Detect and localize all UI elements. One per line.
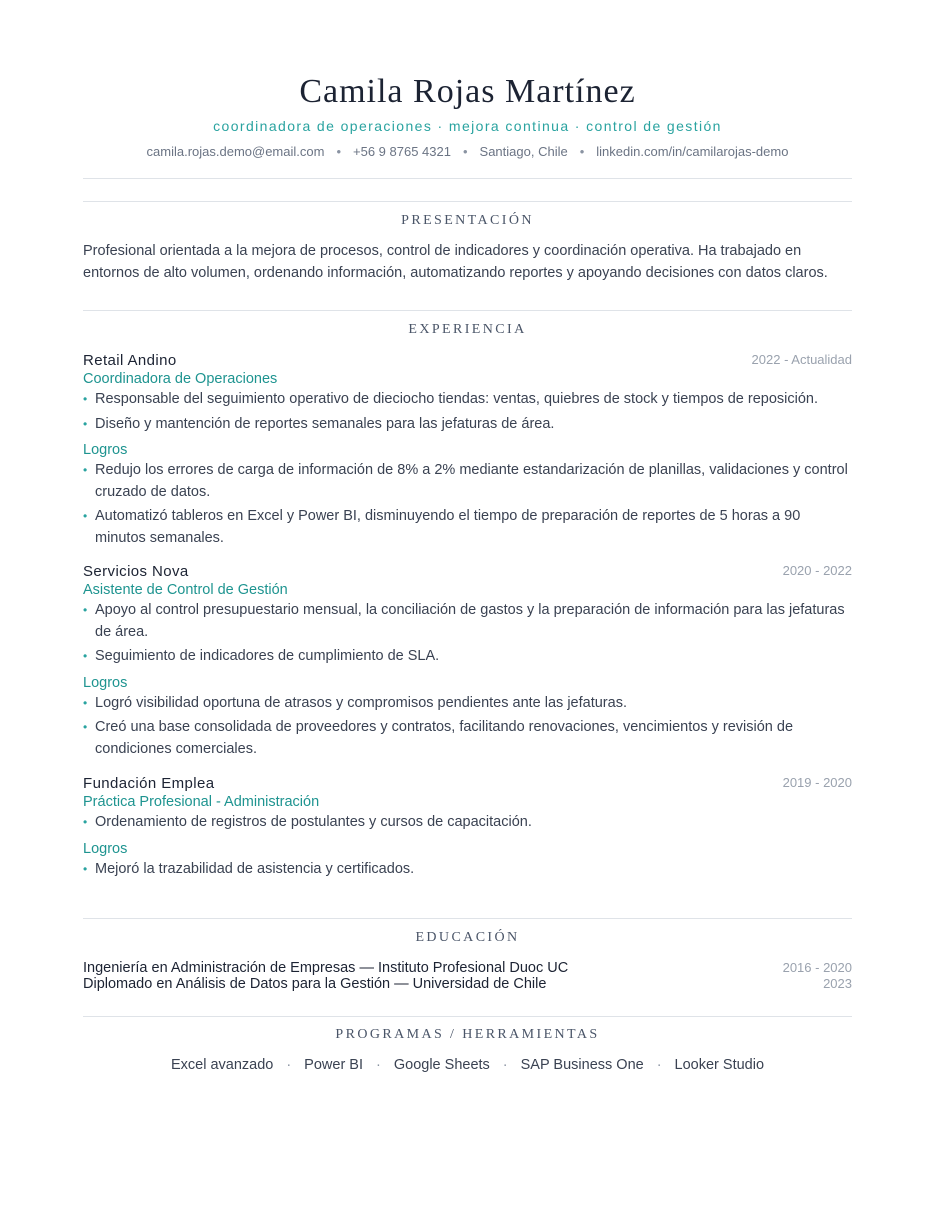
list-item: [83, 717, 852, 760]
location: Santiago, Chile: [479, 144, 568, 159]
tool-separator: ·: [286, 1057, 292, 1073]
tool-item: SAP Business One: [520, 1057, 644, 1073]
achievements-label: Logros: [83, 674, 128, 691]
candidate-name: Camila Rojas Martínez: [299, 73, 636, 110]
section-title-educacion: EDUCACIÓN: [415, 930, 520, 945]
achievements-label: Logros: [83, 840, 128, 857]
bullet-text: Redujo los errores de carga de información de 8% a 2% mediante estandarización de planillas, validaciones y control cruzado de datos.: [95, 462, 848, 500]
education-dates: 2016 - 2020: [782, 960, 852, 975]
responsibilities-list: [83, 600, 852, 668]
list-item: [83, 859, 852, 881]
bullet-icon: •: [83, 392, 88, 406]
education-item: [83, 976, 852, 992]
list-item: [83, 389, 852, 411]
contact-separator: •: [336, 144, 341, 159]
bullet-icon: •: [83, 416, 88, 431]
section-divider: [83, 201, 852, 202]
job-entry: [83, 563, 852, 760]
contact-line: [83, 144, 852, 159]
tool-item: Google Sheets: [393, 1057, 490, 1073]
bullet-icon: •: [83, 463, 88, 477]
bullet-icon: •: [83, 509, 88, 523]
achievements-label: Logros: [83, 442, 128, 458]
list-item: [83, 506, 852, 549]
job-entry: [83, 775, 852, 880]
bullet-text: Creó una base consolidada de proveedores y contratos, facilitando renovaciones, vencimientos y revisión de condiciones comerciales.: [95, 719, 794, 757]
bullet-text: Mejoró la trazabilidad de asistencia y certificados.: [95, 860, 415, 877]
education-dates: 2023: [823, 976, 852, 991]
tool-separator: ·: [656, 1057, 662, 1073]
summary-paragraph: Profesional orientada a la mejora de procesos, control de indicadores y coordinación operativa. Ha trabajado en entornos de alto volumen, ordenando información, automatizando reportes y apoyando decisiones con datos claros.: [83, 243, 828, 281]
responsibilities-list: [83, 389, 852, 435]
bullet-text: Apoyo al control presupuestario mensual, la conciliación de gastos y la preparación de información para las jefaturas de área.: [95, 602, 845, 640]
company-name: Retail Andino: [83, 352, 177, 369]
linkedin-link[interactable]: linkedin.com/in/camilarojas-demo: [596, 144, 789, 159]
bullet-icon: •: [83, 815, 88, 829]
section-divider: [83, 918, 852, 919]
email-link[interactable]: camila.rojas.demo@email.com: [146, 144, 325, 159]
achievements-list: [83, 460, 852, 549]
header-divider: [83, 178, 852, 179]
list-item: [83, 600, 852, 643]
company-name: Servicios Nova: [83, 563, 189, 580]
list-item: [83, 646, 852, 668]
list-item: [83, 812, 852, 834]
phone-number: +56 9 8765 4321: [353, 144, 451, 159]
tool-item: Looker Studio: [674, 1057, 765, 1073]
contact-separator: •: [462, 144, 468, 159]
list-item: [83, 460, 852, 503]
list-item: [83, 414, 852, 436]
job-entry: [83, 352, 852, 549]
bullet-icon: •: [83, 720, 88, 734]
tool-item: Excel avanzado: [170, 1057, 274, 1073]
bullet-icon: •: [83, 695, 88, 710]
education-item: [83, 960, 852, 976]
bullet-text: Seguimiento de indicadores de cumplimiento de SLA.: [95, 648, 440, 664]
bullet-text: Diseño y mantención de reportes semanales para las jefaturas de área.: [95, 415, 555, 432]
section-divider: [83, 1016, 852, 1017]
bullet-icon: •: [83, 649, 88, 663]
achievements-list: [83, 859, 852, 881]
achievements-list: [83, 693, 852, 761]
bullet-text: Automatizó tableros en Excel y Power BI, disminuyendo el tiempo de preparación de reportes de 5 horas a 90 minutos semanales.: [95, 508, 801, 546]
tool-separator: ·: [502, 1057, 508, 1073]
section-title-presentacion: PRESENTACIÓN: [401, 213, 534, 228]
section-title-experiencia: EXPERIENCIA: [408, 322, 527, 337]
tool-separator: ·: [376, 1057, 381, 1073]
bullet-icon: •: [83, 603, 88, 617]
job-role: Coordinadora de Operaciones: [83, 371, 278, 387]
tagline: coordinadora de operaciones · mejora continua · control de gestión: [213, 118, 722, 134]
list-item: [83, 693, 852, 715]
contact-separator: •: [579, 144, 585, 159]
tools-list: [83, 1057, 852, 1073]
job-role: Asistente de Control de Gestión: [83, 582, 288, 598]
bullet-icon: •: [83, 861, 88, 876]
job-dates: 2020 - 2022: [782, 563, 852, 578]
bullet-text: Responsable del seguimiento operativo de dieciocho tiendas: ventas, quiebres de stock y tiempos de reposición.: [95, 391, 819, 407]
bullet-text: Ordenamiento de registros de postulantes y cursos de capacitación.: [95, 814, 532, 830]
education-degree: Diplomado en Análisis de Datos para la Gestión — Universidad de Chile: [83, 976, 547, 992]
education-degree: Ingeniería en Administración de Empresas — Instituto Profesional Duoc UC: [83, 960, 569, 976]
job-dates: 2019 - 2020: [782, 775, 852, 790]
company-name: Fundación Emplea: [83, 775, 215, 792]
bullet-text: Logró visibilidad oportuna de atrasos y compromisos pendientes ante las jefaturas.: [95, 694, 627, 711]
job-role: Práctica Profesional - Administración: [83, 794, 320, 810]
section-divider: [83, 310, 852, 311]
tool-item: Power BI: [304, 1057, 364, 1073]
section-title-herramientas: PROGRAMAS / HERRAMIENTAS: [335, 1027, 600, 1042]
job-dates: 2022 - Actualidad: [751, 352, 852, 367]
responsibilities-list: [83, 812, 852, 834]
